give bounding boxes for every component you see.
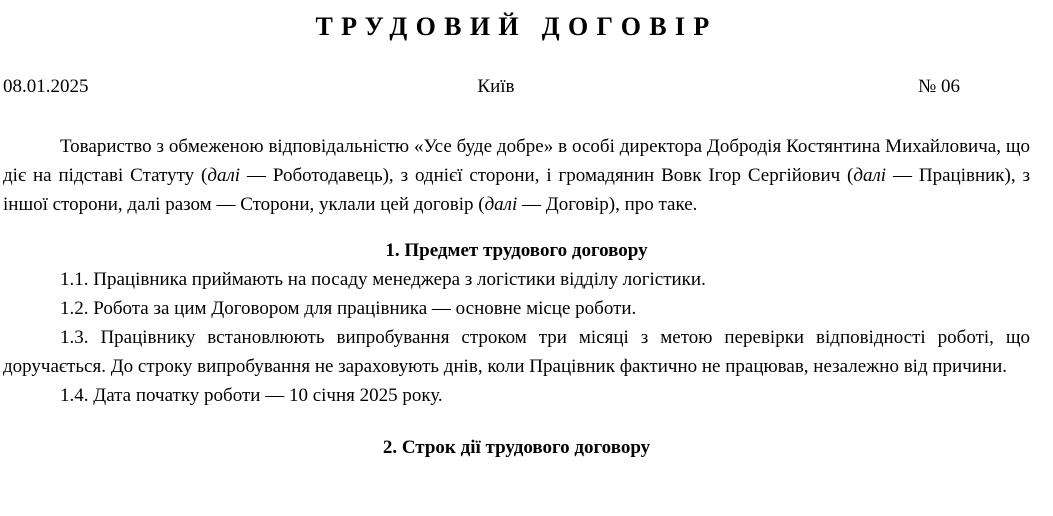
clause-1-1: 1.1. Працівника приймають на посаду менеджера з логістики відділу логістики.: [60, 269, 706, 290]
contract-city: Київ: [477, 76, 515, 97]
document-meta-row: [3, 72, 1030, 102]
defined-term-italic: далі: [484, 194, 518, 215]
defined-term-italic: далі: [207, 165, 241, 186]
intro-text-segment: Товариство з обмеженою відповідальністю «Усе буде добре» в особі директора Добродія Костянтина Михайловича, що діє на підставі Статуту (: [3, 136, 1030, 186]
clause-1-4: 1.4. Дата початку роботи — 10 січня 2025 року.: [60, 385, 443, 406]
contract-number: № 06: [918, 76, 960, 97]
intro-paragraph: [3, 132, 1030, 219]
clause-1-2: 1.2. Робота за цим Договором для працівника — основне місце роботи.: [60, 298, 637, 319]
document-title: ТРУДОВИЙ ДОГОВІР: [315, 12, 718, 41]
clause-1-3: 1.3. Працівнику встановлюють випробування строком три місяці з метою перевірки відповідності роботі, що доручається. До строку випробування не зараховують днів, коли Працівник фактично не працював, незалежно від причини.: [3, 327, 1030, 377]
section-1-heading: 1. Предмет трудового договору: [385, 240, 648, 261]
intro-text-segment: — Роботодавець), з однієї сторони, і громадянин Вовк Ігор Сергійович (: [240, 165, 854, 186]
section-2-heading: 2. Строк дії трудового договору: [382, 437, 651, 458]
defined-term-italic: далі: [853, 165, 887, 186]
intro-text-segment: — Договір), про таке.: [517, 194, 698, 215]
intro-text-segment: — Працівник), з іншої сторони, далі разом — Сторони, уклали цей договір (: [3, 165, 1030, 215]
contract-date: 08.01.2025: [3, 76, 89, 97]
